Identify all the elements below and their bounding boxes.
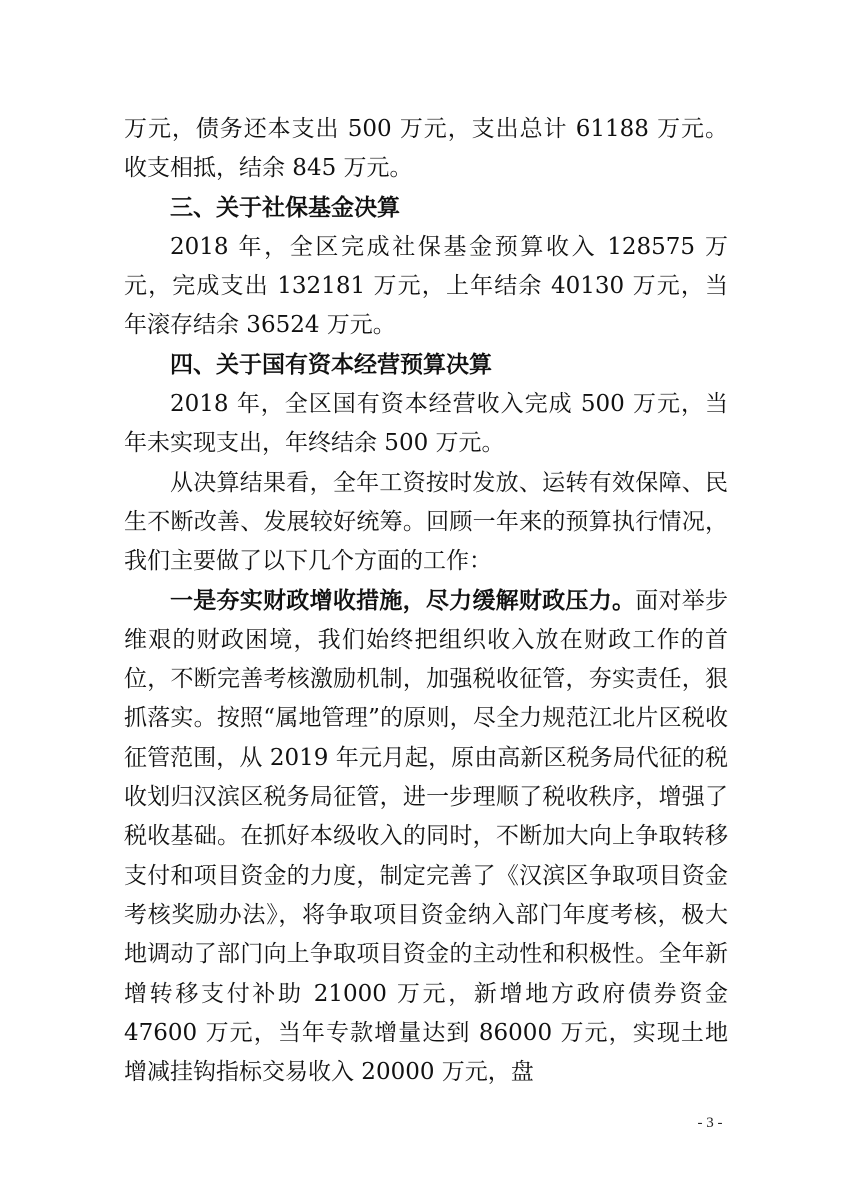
page-number: - 3 -	[697, 1115, 723, 1131]
body-paragraph-continued: 万元，债务还本支出 500 万元，支出总计 61188 万元。收支相抵，结余 845 万元。	[124, 116, 728, 182]
lead-sentence: 一是夯实财政增收措施，尽力缓解财政压力。	[170, 587, 636, 614]
body-paragraph-first-measure	[124, 582, 728, 1093]
body-text: 面对举步维艰的财政困境，我们始终把组织收入放在财政工作的首位，不断完善考核激励机制，加强税收征管，夯实责任，狠抓落实。按照“属地管理”的原则，尽全力规范江北片区税收征管范围，从 2019 年元月起，原由高新区税务局代征的税收划归汉滨区税务局征管，进一步理顺了税收秩序，增强了税收基础。在抓好本级收入的同时，不断加大向上争取转移支付和项目资金的力度，制定完善了《汉滨区争取项目资金考核奖励办法》，将争取项目资金纳入部门年度考核，极大地调动了部门向上争取项目资金的主动性和积极性。全年新增转移支付补助 21000 万元，新增地方政府债券资金 47600 万元，当年专款增量达到 86000 万元，实现土地增减挂钩指标交易收入 20000 万元，盘	[124, 587, 729, 1086]
page-content	[124, 110, 728, 1092]
section-heading-social-security-fund: 三、关于社保基金决算	[170, 194, 400, 221]
body-paragraph-social-security: 2018 年，全区完成社保基金预算收入 128575 万元，完成支出 132181 万元，上年结余 40130 万元，当年滚存结余 36524 万元。	[124, 233, 728, 339]
body-paragraph-state-capital: 2018 年，全区国有资本经营收入完成 500 万元，当年未实现支出，年终结余 500 万元。	[124, 391, 728, 457]
body-paragraph-review: 从决算结果看，全年工资按时发放、运转有效保障、民生不断改善、发展较好统筹。回顾一年来的预算执行情况，我们主要做了以下几个方面的工作：	[124, 469, 728, 575]
section-heading-state-capital: 四、关于国有资本经营预算决算	[170, 351, 492, 378]
